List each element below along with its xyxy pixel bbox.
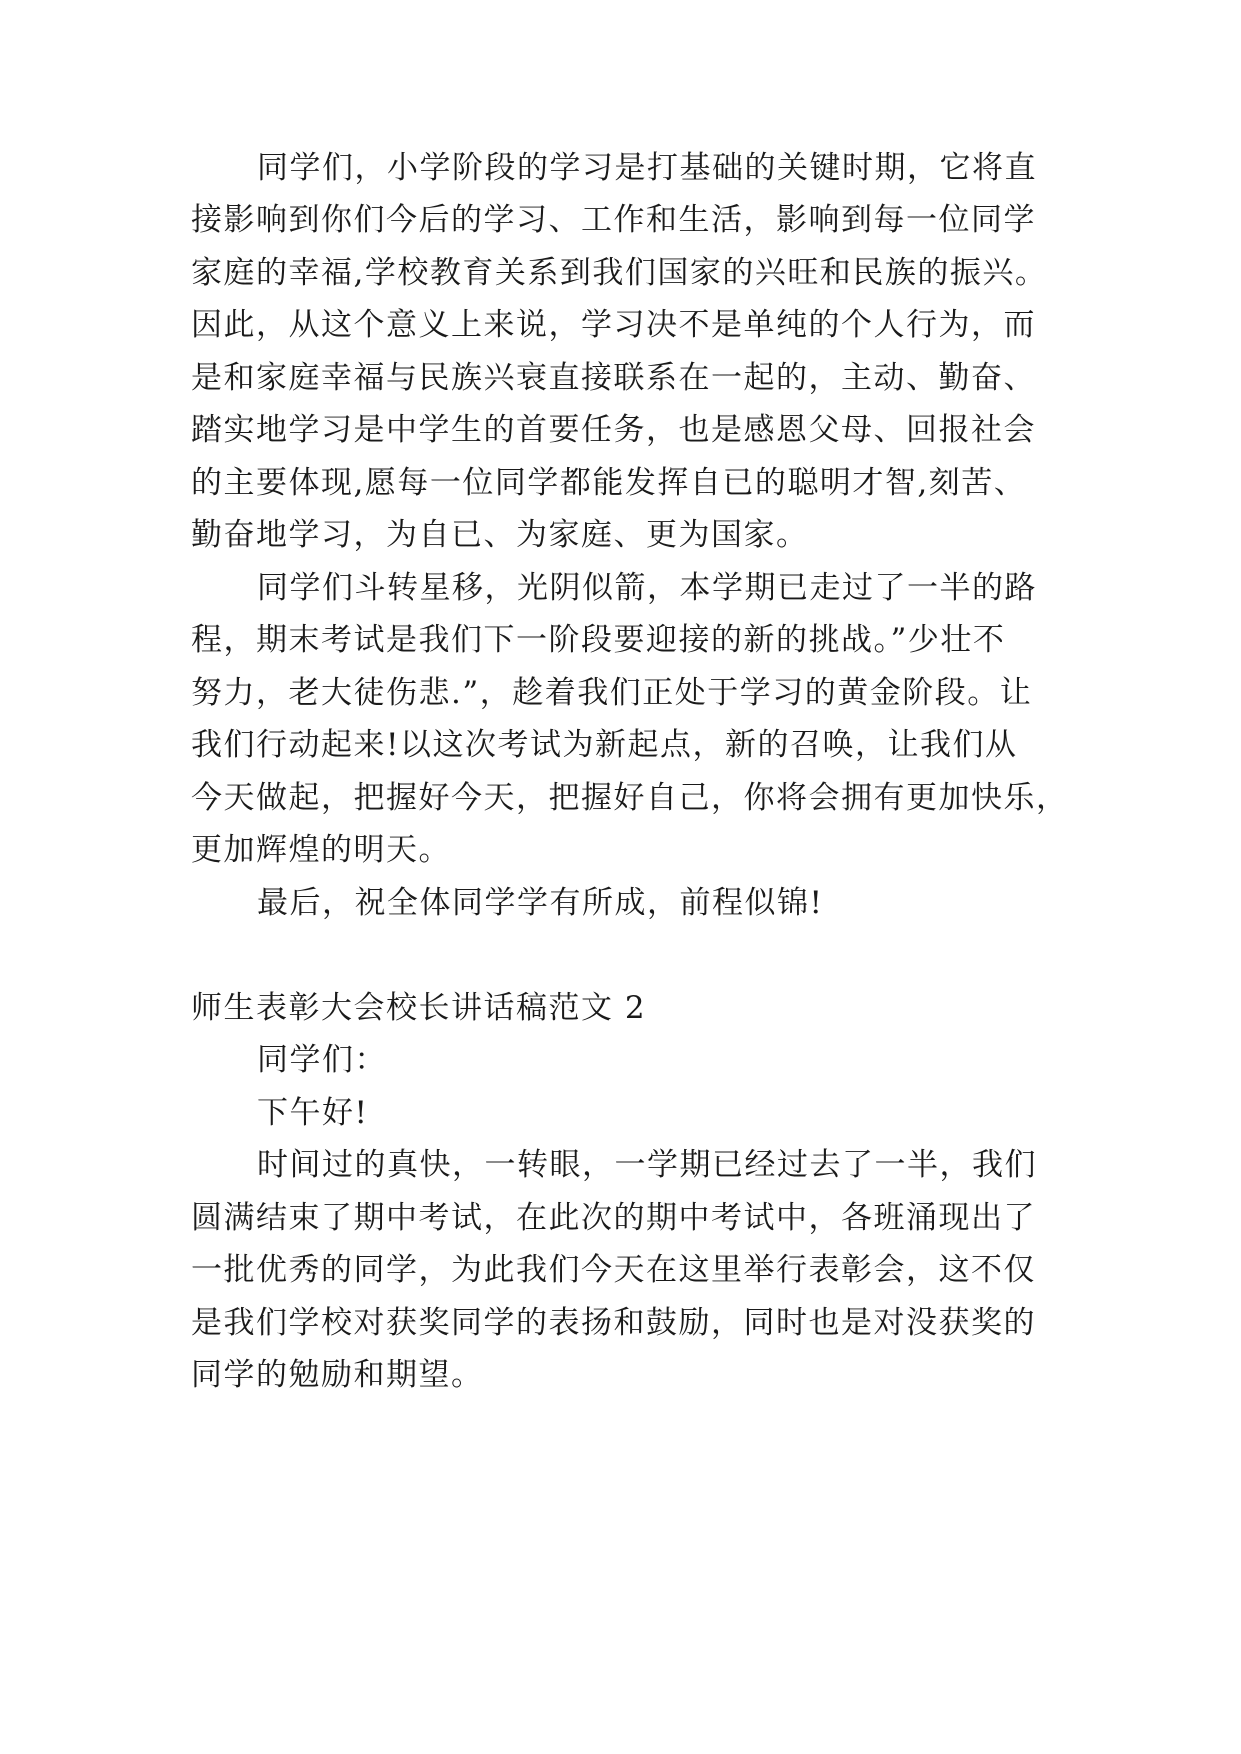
section-heading: 师生表彰大会校长讲话稿范文 2	[191, 990, 647, 1026]
paragraph-line: 接影响到你们今后的学习、工作和生活，影响到每一位同学	[191, 202, 1036, 238]
paragraph-line: 我们行动起来!以这次考试为新起点，新的召唤，让我们从	[191, 727, 1018, 763]
paragraph-line: 因此，从这个意义上来说，学习决不是单纯的个人行为，而	[191, 307, 1036, 343]
greeting: 同学们：	[257, 1042, 387, 1078]
paragraph-line: 同学们斗转星移，光阴似箭，本学期已走过了一半的路	[257, 570, 1037, 606]
paragraph-line: 时间过的真快，一转眼，一学期已经过去了一半，我们	[257, 1147, 1037, 1183]
paragraph-line: 更加辉煌的明天。	[191, 832, 451, 868]
salutation: 下午好!	[257, 1095, 369, 1131]
paragraph-line: 一批优秀的同学，为此我们今天在这里举行表彰会，这不仅	[191, 1252, 1036, 1288]
paragraph-line: 程，期末考试是我们下一阶段要迎接的新的挑战。”少壮不	[191, 622, 1006, 658]
paragraph-line: 同学的勉励和期望。	[191, 1357, 484, 1393]
paragraph-line: 今天做起，把握好今天，把握好自己，你将会拥有更加快乐，	[191, 780, 1069, 816]
paragraph-line: 家庭的幸福,学校教育关系到我们国家的兴旺和民族的振兴。	[191, 255, 1048, 291]
paragraph-line: 努力，老大徒伤悲.”，趁着我们正处于学习的黄金阶段。让	[191, 675, 1033, 711]
paragraph-line: 的主要体现,愿每一位同学都能发挥自已的聪明才智,刻苦、	[191, 465, 1027, 501]
paragraph-line: 圆满结束了期中考试，在此次的期中考试中，各班涌现出了	[191, 1200, 1036, 1236]
paragraph-line: 同学们，小学阶段的学习是打基础的关键时期，它将直	[257, 150, 1037, 186]
paragraph-line: 勤奋地学习，为自已、为家庭、更为国家。	[191, 517, 809, 553]
paragraph-line: 是我们学校对获奖同学的表扬和鼓励，同时也是对没获奖的	[191, 1305, 1036, 1341]
paragraph-line: 最后，祝全体同学学有所成，前程似锦!	[257, 885, 824, 921]
paragraph-line: 是和家庭幸福与民族兴衰直接联系在一起的，主动、勤奋、	[191, 360, 1036, 396]
paragraph-line: 踏实地学习是中学生的首要任务，也是感恩父母、回报社会	[191, 412, 1036, 448]
